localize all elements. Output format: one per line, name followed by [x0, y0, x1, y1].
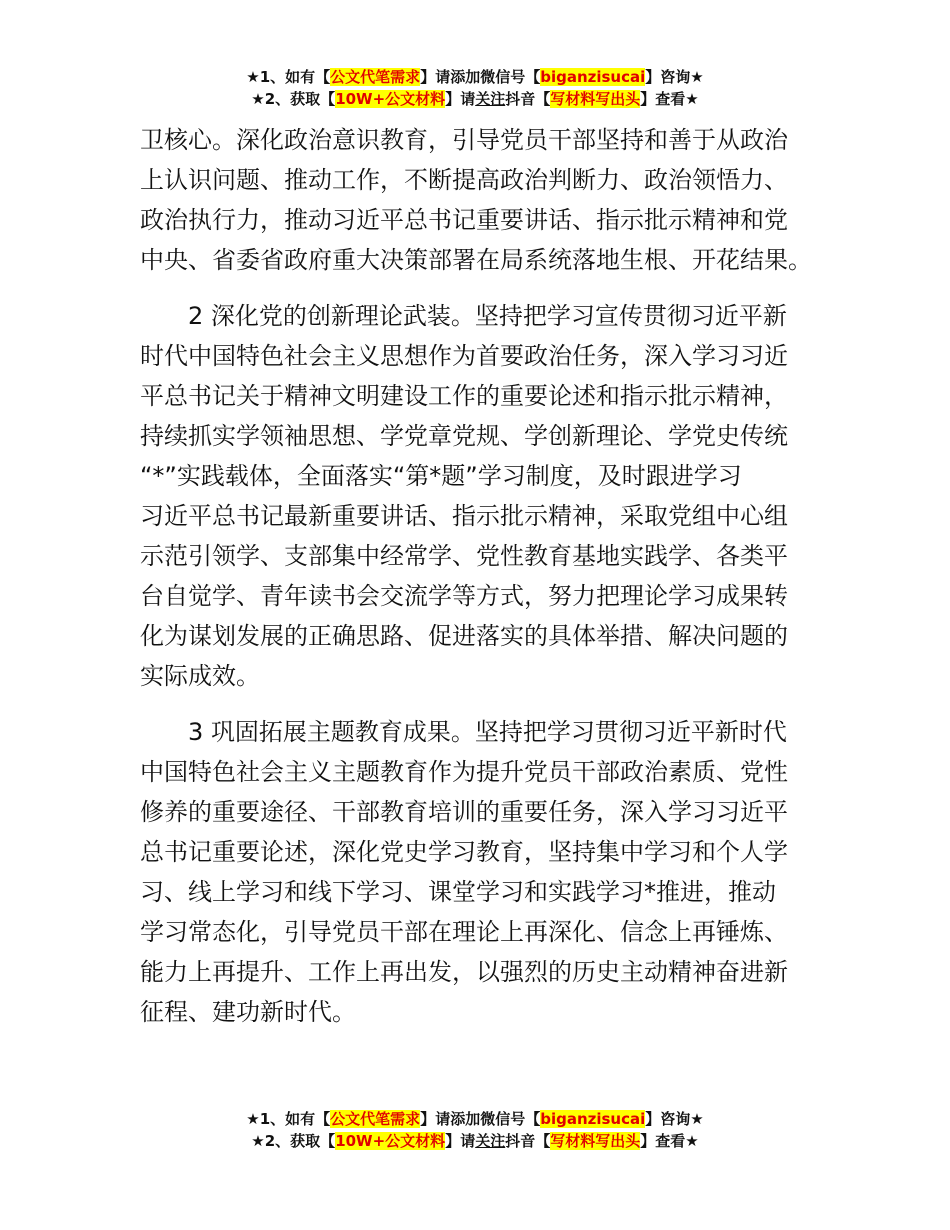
text-line: 卫核心。深化政治意识教育，引导党员干部坚持和善于从政治 [140, 126, 788, 154]
banner-text: 】查看★ [640, 90, 699, 108]
banner-highlight: 10W+公文材料 [335, 90, 446, 108]
banner-highlight-wechat-id: biganzisucai [540, 68, 646, 86]
text-line: 总书记重要论述，深化党史学习教育，坚持集中学习和个人学 [140, 838, 788, 866]
header-banner [0, 66, 950, 110]
text-line: 实际成效。 [140, 662, 260, 690]
banner-highlight: 公文代笔需求 [330, 68, 421, 86]
banner-text: 】查看★ [640, 1132, 699, 1150]
banner-text: 】咨询★ [645, 1110, 704, 1128]
banner-text: 】请 [445, 90, 476, 108]
banner-text: ★1、如有【 [246, 68, 331, 86]
footer-banner [0, 1108, 950, 1152]
banner-text: 抖音【 [505, 90, 551, 108]
text-line: 能力上再提升、工作上再出发，以强烈的历史主动精神奋进新 [140, 958, 788, 986]
text-line: 习、线上学习和线下学习、课堂学习和实践学习*推进，推动 [140, 878, 776, 906]
text-line: 中央、省委省政府重大决策部署在局系统落地生根、开花结果。 [140, 246, 812, 274]
banner-underlined-text: 关注 [475, 1132, 506, 1150]
banner-highlight-account: 写材料写出头 [550, 1132, 641, 1150]
banner-highlight-account: 写材料写出头 [550, 90, 641, 108]
banner-highlight: 公文代笔需求 [330, 1110, 421, 1128]
text-line: 时代中国特色社会主义思想作为首要政治任务，深入学习习近 [140, 342, 788, 370]
paragraph-3 [140, 712, 830, 1032]
text-line: 中国特色社会主义主题教育作为提升党员干部政治素质、党性 [140, 758, 788, 786]
banner-text: 】请添加微信号【 [420, 1110, 541, 1128]
paragraph-gap [140, 280, 830, 296]
text-line: 示范引领学、支部集中经常学、党性教育基地实践学、各类平 [140, 542, 788, 570]
paragraph-1 [140, 120, 830, 280]
banner-text: 】咨询★ [645, 68, 704, 86]
document-body [140, 120, 830, 1032]
text-line: 2 深化党的创新理论武装。坚持把学习宣传贯彻习近平新 [140, 302, 787, 330]
banner-highlight-wechat-id: biganzisucai [540, 1110, 646, 1128]
text-line: 上认识问题、推动工作，不断提高政治判断力、政治领悟力、 [140, 166, 788, 194]
banner-text: 抖音【 [505, 1132, 551, 1150]
banner-line-2 [0, 1130, 950, 1152]
banner-text: 】请 [445, 1132, 476, 1150]
banner-line-2 [0, 88, 950, 110]
text-line: 持续抓实学领袖思想、学党章党规、学创新理论、学党史传统 [140, 422, 788, 450]
paragraph-gap [140, 696, 830, 712]
banner-line-1 [0, 66, 950, 88]
banner-underlined-text: 关注 [475, 90, 506, 108]
text-line: “*”实践载体，全面落实“第*题”学习制度，及时跟进学习 [140, 462, 742, 490]
banner-text: ★1、如有【 [246, 1110, 331, 1128]
text-line: 3 巩固拓展主题教育成果。坚持把学习贯彻习近平新时代 [140, 718, 787, 746]
banner-highlight: 10W+公文材料 [335, 1132, 446, 1150]
text-line: 台自觉学、青年读书会交流学等方式，努力把理论学习成果转 [140, 582, 788, 610]
text-line: 习近平总书记最新重要讲话、指示批示精神，采取党组中心组 [140, 502, 788, 530]
text-line: 化为谋划发展的正确思路、促进落实的具体举措、解决问题的 [140, 622, 788, 650]
text-line: 平总书记关于精神文明建设工作的重要论述和指示批示精神， [140, 382, 788, 410]
text-line: 征程、建功新时代。 [140, 998, 356, 1026]
banner-line-1 [0, 1108, 950, 1130]
banner-text: 】请添加微信号【 [420, 68, 541, 86]
text-line: 政治执行力，推动习近平总书记重要讲话、指示批示精神和党 [140, 206, 788, 234]
text-line: 修养的重要途径、干部教育培训的重要任务，深入学习习近平 [140, 798, 788, 826]
banner-text: ★2、获取【 [251, 90, 336, 108]
banner-text: ★2、获取【 [251, 1132, 336, 1150]
paragraph-2 [140, 296, 830, 696]
text-line: 学习常态化，引导党员干部在理论上再深化、信念上再锤炼、 [140, 918, 788, 946]
